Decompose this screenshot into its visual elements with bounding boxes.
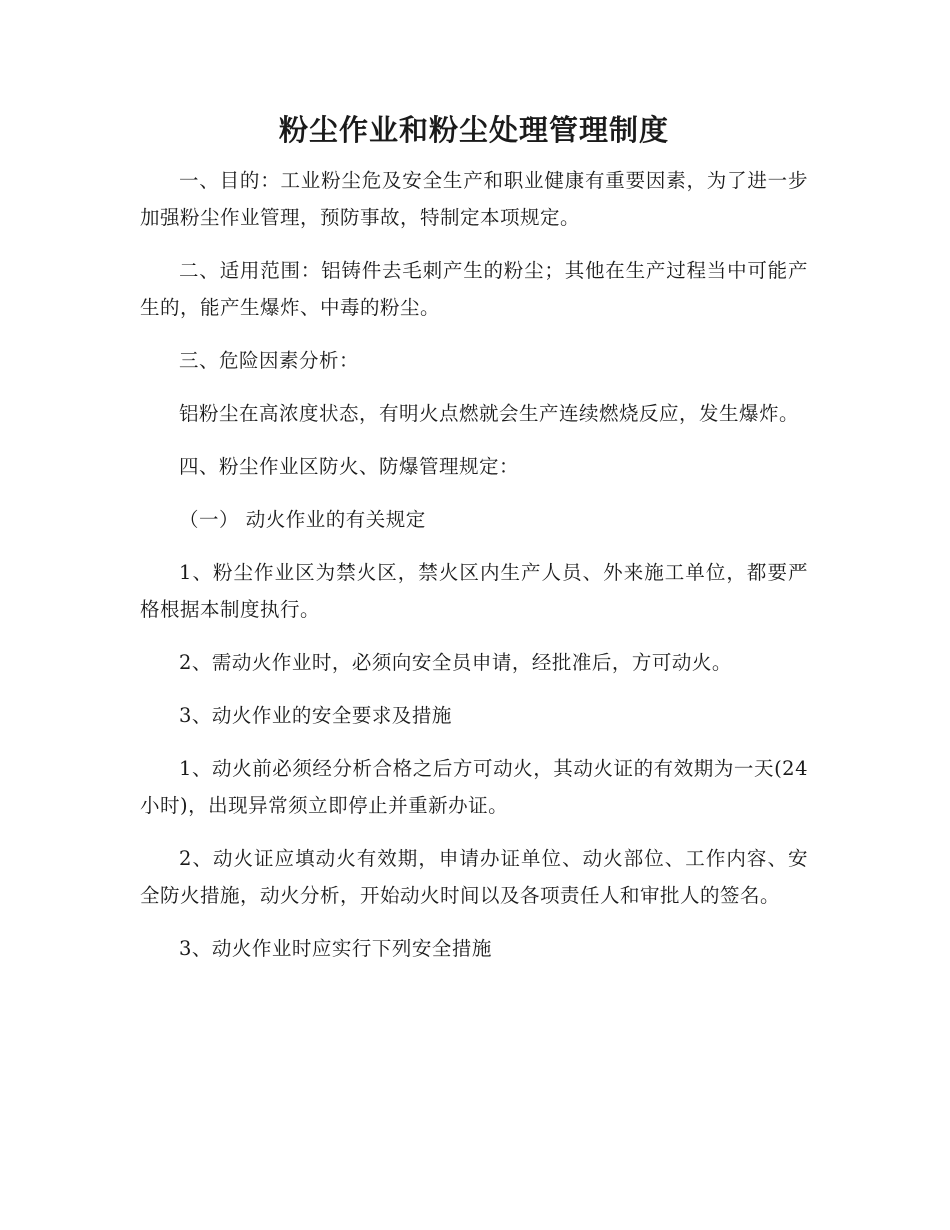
document-title: 粉尘作业和粉尘处理管理制度 xyxy=(278,113,669,147)
paragraph-rule-3: 3、动火作业的安全要求及措施 xyxy=(179,704,452,727)
paragraph-scope: 二、适用范围：铝铸件去毛刺产生的粉尘；其他在生产过程当中可能产生的，能产生爆炸、中毒的粉尘。 xyxy=(140,259,808,319)
paragraph-hot-work-heading: （一） 动火作业的有关规定 xyxy=(179,508,426,531)
paragraph-purpose: 一、目的：工业粉尘危及安全生产和职业健康有重要因素，为了进一步加强粉尘作业管理，预防事故，特制定本项规定。 xyxy=(140,169,808,229)
paragraph-fire-rules-heading: 四、粉尘作业区防火、防爆管理规定： xyxy=(179,455,520,478)
paragraph-rule-2: 2、需动火作业时，必须向安全员申请，经批准后，方可动火。 xyxy=(179,651,732,674)
paragraph-hazard-heading: 三、危险因素分析： xyxy=(179,349,360,372)
paragraph-rule-1: 1、粉尘作业区为禁火区，禁火区内生产人员、外来施工单位，都要严格根据本制度执行。 xyxy=(140,561,808,621)
paragraph-hazard-analysis: 铝粉尘在高浓度状态，有明火点燃就会生产连续燃烧反应，发生爆炸。 xyxy=(179,402,800,425)
document-page xyxy=(140,108,808,983)
paragraph-measure-2: 2、动火证应填动火有效期，申请办证单位、动火部位、工作内容、安全防火措施，动火分析，开始动火时间以及各项责任人和审批人的签名。 xyxy=(140,847,808,907)
paragraph-measure-3: 3、动火作业时应实行下列安全措施 xyxy=(179,937,492,960)
paragraph-measure-1: 1、动火前必须经分析合格之后方可动火，其动火证的有效期为一天(24小时)，出现异常须立即停止并重新办证。 xyxy=(140,757,808,817)
